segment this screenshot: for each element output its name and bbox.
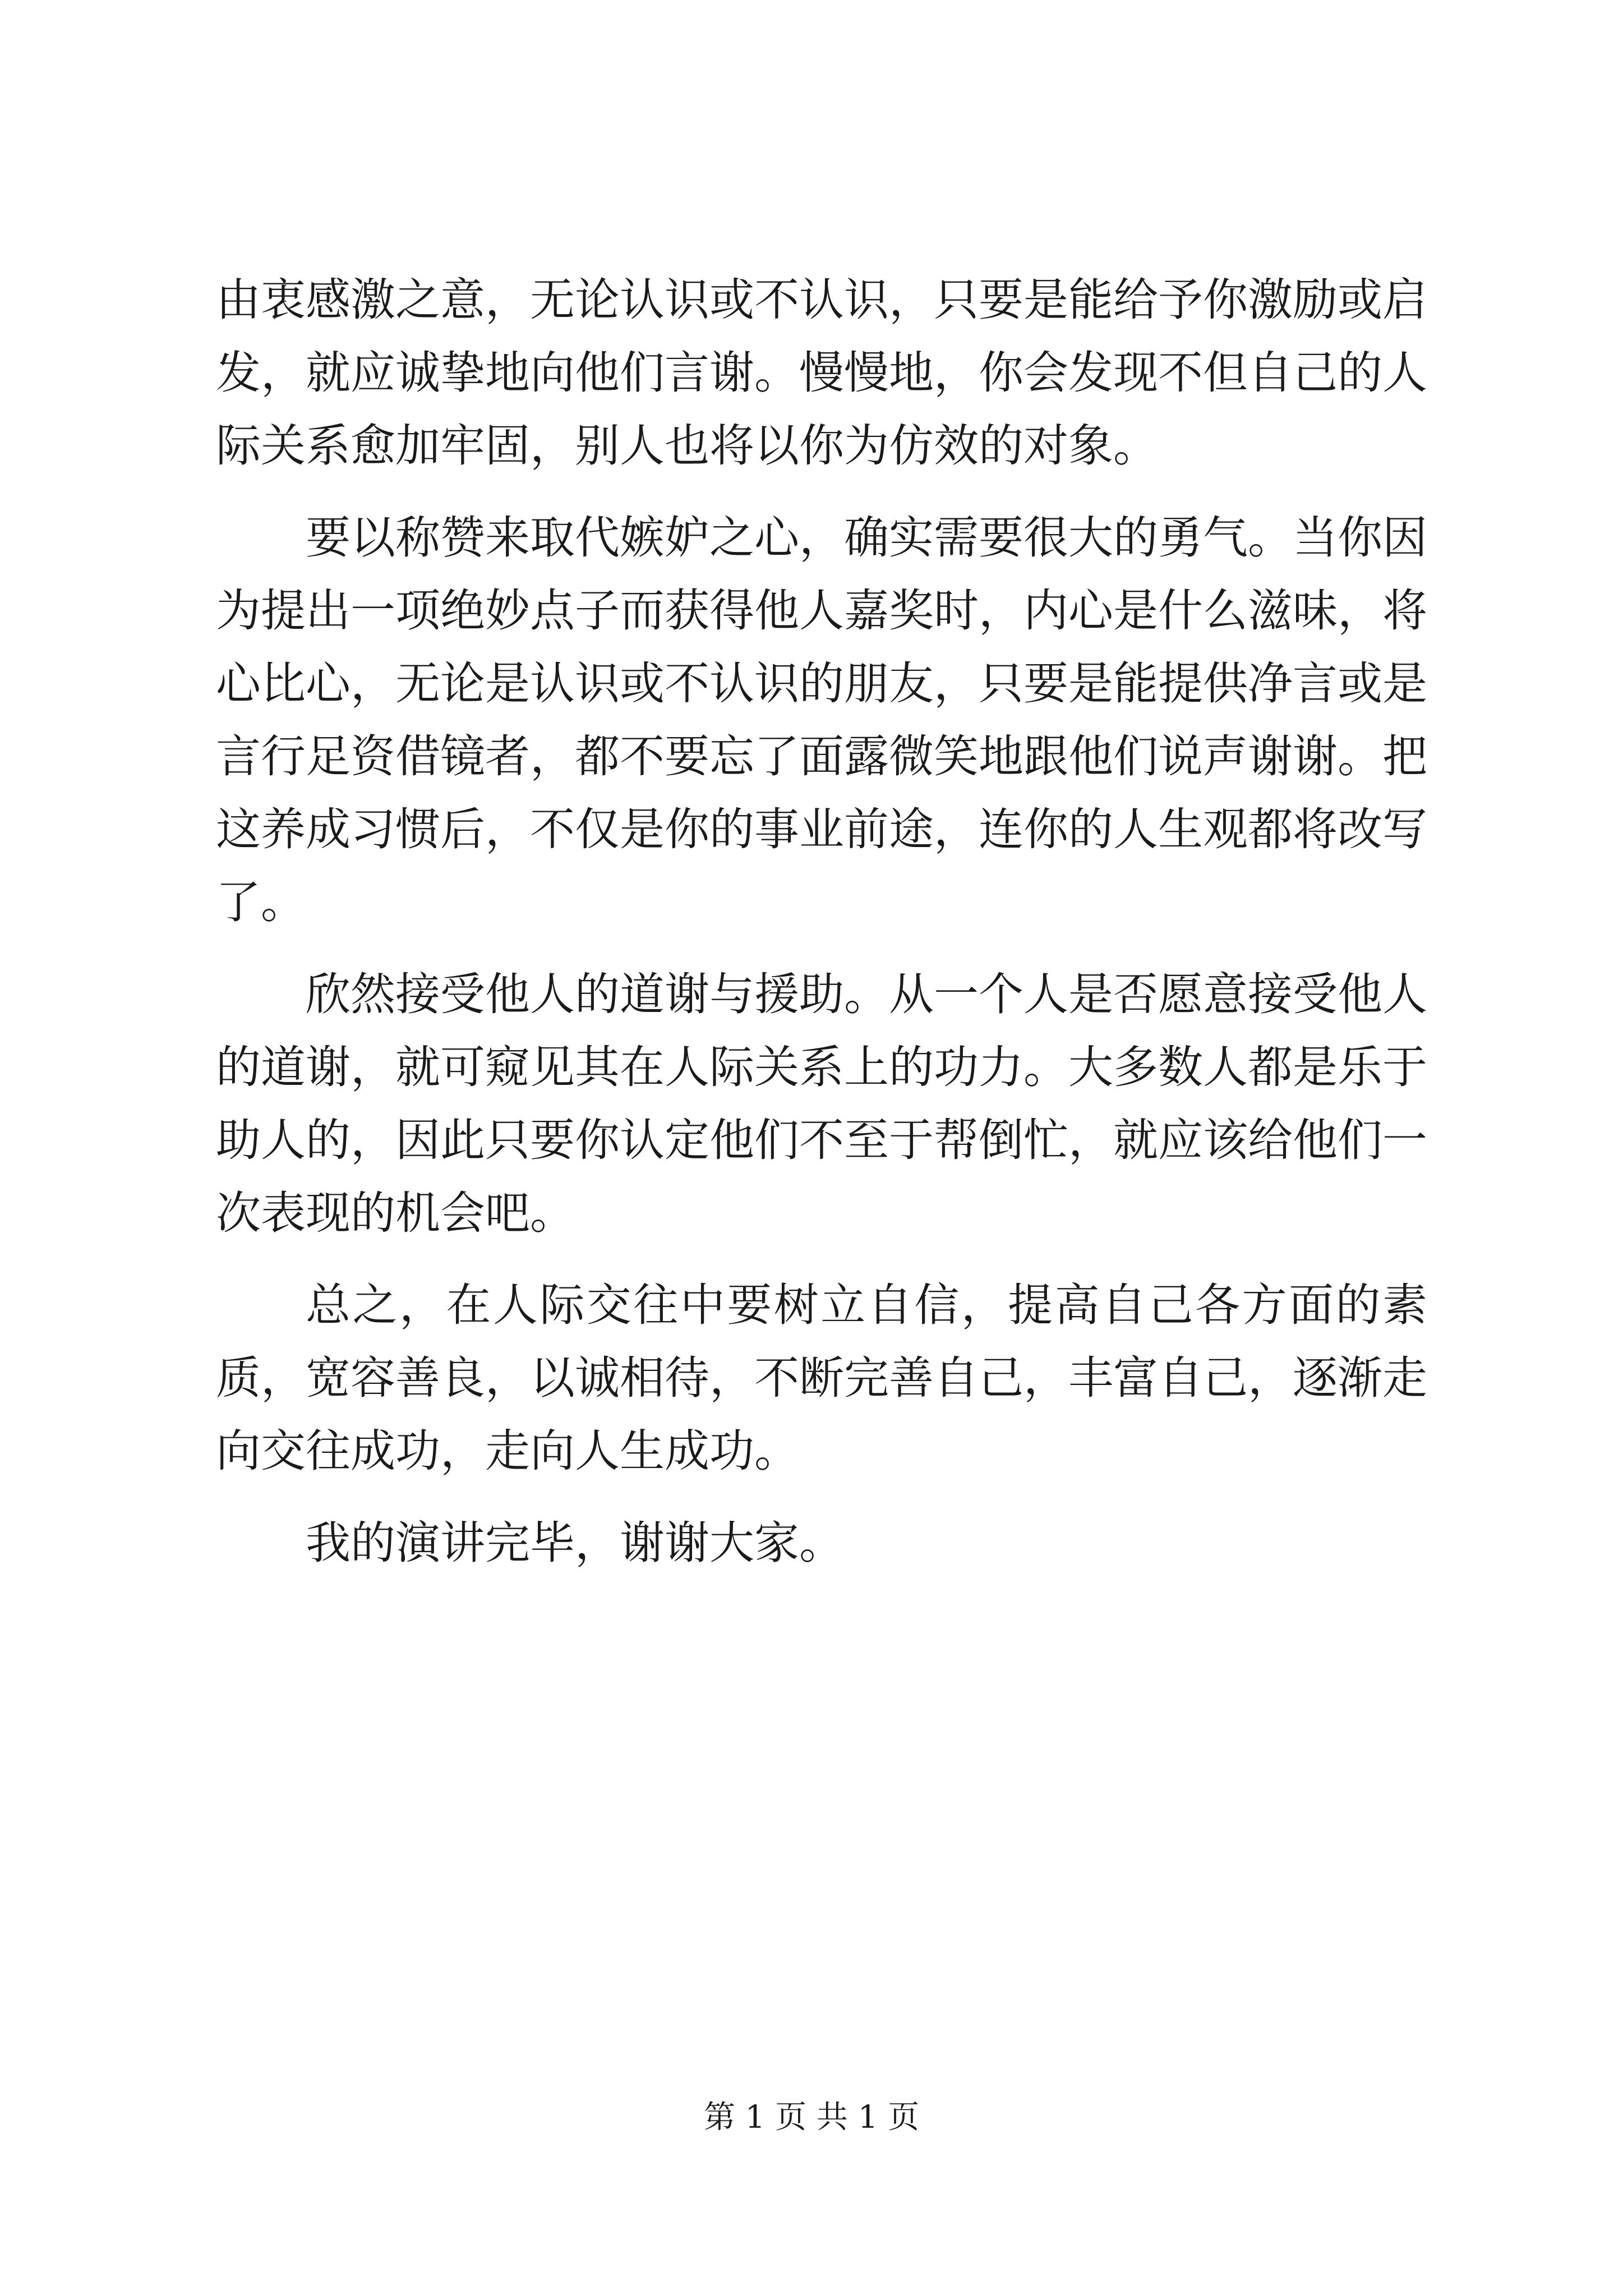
page-footer: 第 1 页 共 1 页: [703, 2099, 920, 2136]
paragraph-summary: 总之，在人际交往中要树立自信，提高自己各方面的素质，宽容善良，以诚相待，不断完善自己，丰富自己，逐渐走向交往成功，走向人生成功。: [216, 1279, 1427, 1477]
paragraph-praise: 要以称赞来取代嫉妒之心，确实需要很大的勇气。当你因为提出一项绝妙点子而获得他人嘉奖时，内心是什么滋味，将心比心，无论是认识或不认识的朋友，只要是能提供净言或是言行足资借镜者，都不要忘了面露微笑地跟他们说声谢谢。把这养成习惯后，不仅是你的事业前途，连你的人生观都将改写了。: [216, 512, 1427, 928]
paragraph-accept-thanks: 欣然接受他人的道谢与援助。从一个人是否愿意接受他人的道谢，就可窥见其在人际关系上的功力。大多数人都是乐于助人的，因此只要你认定他们不至于帮倒忙，就应该给他们一次表现的机会吧。: [216, 968, 1427, 1239]
document-body: [216, 264, 1427, 1599]
paragraph-continued: 由衷感激之意，无论认识或不认识，只要是能给予你激励或启发，就应诚挚地向他们言谢。慢慢地，你会发现不但自己的人际关系愈加牢固，别人也将以你为仿效的对象。: [216, 274, 1427, 472]
paragraph-closing: 我的演讲完毕，谢谢大家。: [306, 1517, 844, 1569]
